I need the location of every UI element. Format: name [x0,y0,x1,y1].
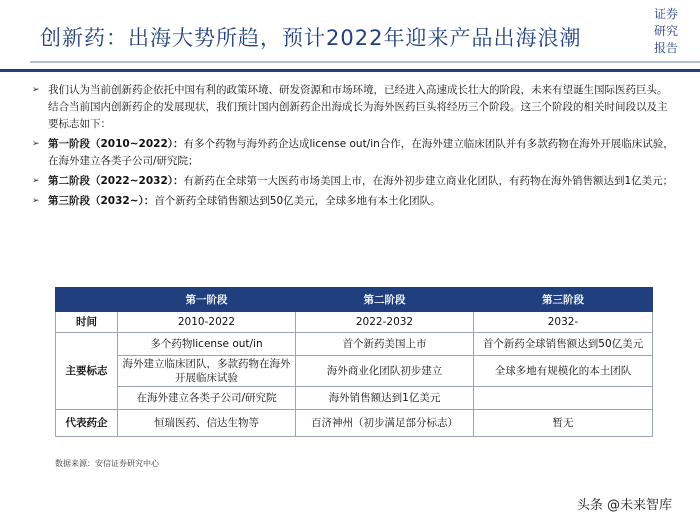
table-header-row [56,288,653,312]
watermark: 头条 @未来智库 [576,498,672,513]
stamp-line: 研究 [653,24,678,38]
table-cell: 海外建立临床团队，多款药物在海外开展临床试验 [118,356,296,387]
source-note: 数据来源：安信证券研究中心 [55,459,159,468]
table-header-cell [56,288,118,312]
table-cell: 2010-2022 [118,312,296,333]
report-stamp [646,6,686,57]
table-cell: 百济神州（初步满足部分标志） [296,410,474,437]
list-item [32,136,676,170]
bullet-lead: 第一阶段（2010~2022）： [48,138,184,150]
header-divider [30,61,700,63]
table-header-cell: 第二阶段 [296,288,474,312]
page-title: 创新药：出海大势所趋，预计2022年迎来产品出海浪潮 [40,26,582,50]
table-cell: 2022-2032 [296,312,474,333]
table-cell: 首个新药全球销售额达到50亿美元 [474,333,653,356]
table-cell: 首个新药美国上市 [296,333,474,356]
row-label-representatives: 代表药企 [56,410,118,437]
list-item [32,193,676,210]
table-cell: 多个药物license out/in [118,333,296,356]
table-cell: 海外商业化团队初步建立 [296,356,474,387]
arrow-bullet-icon: ➢ [32,139,40,149]
arrow-bullet-icon: ➢ [32,176,40,186]
bullet-text: 有多个药物与海外药企达成license out/in合作，在海外建立临床团队并有多款药物在海外开展临床试验，在海外建立各类子公司/研究院； [48,138,674,167]
table-row [56,410,653,437]
bullet-list [32,82,676,213]
stages-table [55,287,653,437]
table-cell: 2032- [474,312,653,333]
list-item [32,82,676,133]
bullet-text: 首个新药全球销售额达到50亿美元，全球多地有本土化团队。 [154,195,441,207]
row-label-time: 时间 [56,312,118,333]
arrow-bullet-icon: ➢ [32,85,40,95]
list-item [32,173,676,190]
table-cell [474,387,653,410]
bullet-text: 有新药在全球第一大医药市场美国上市，在海外初步建立商业化团队，有药物在海外销售额达到1亿美元； [183,175,674,187]
table-header-cell: 第一阶段 [118,288,296,312]
stamp-line: 报告 [653,41,678,55]
table-header-cell: 第三阶段 [474,288,653,312]
table-cell: 全球多地有规模化的本土团队 [474,356,653,387]
bullet-lead: 第二阶段（2022~2032）： [48,175,184,187]
table-cell: 恒瑞医药、信达生物等 [118,410,296,437]
table-cell: 海外销售额达到1亿美元 [296,387,474,410]
stamp-line: 证券 [653,7,678,21]
row-label-markers: 主要标志 [56,333,118,410]
header-accent-bar [0,69,700,72]
bullet-lead: 第三阶段（2032~）： [48,195,155,207]
table-row [56,312,653,333]
table-cell: 在海外建立各类子公司/研究院 [118,387,296,410]
bullet-text: 我们认为当前创新药企依托中国有利的政策环境、研发资源和市场环境，已经进入高速成长壮大的阶段，未来有望诞生国际医药巨头。结合当前国内创新药企的发展现状，我们预计国内创新药企出海成长为海外医药巨头将经历三个阶段。这三个阶段的相关时间段以及主要标志如下： [48,84,668,130]
arrow-bullet-icon: ➢ [32,196,40,206]
table-cell: 暂无 [474,410,653,437]
table-row [56,356,653,387]
table-row [56,333,653,356]
table-row [56,387,653,410]
